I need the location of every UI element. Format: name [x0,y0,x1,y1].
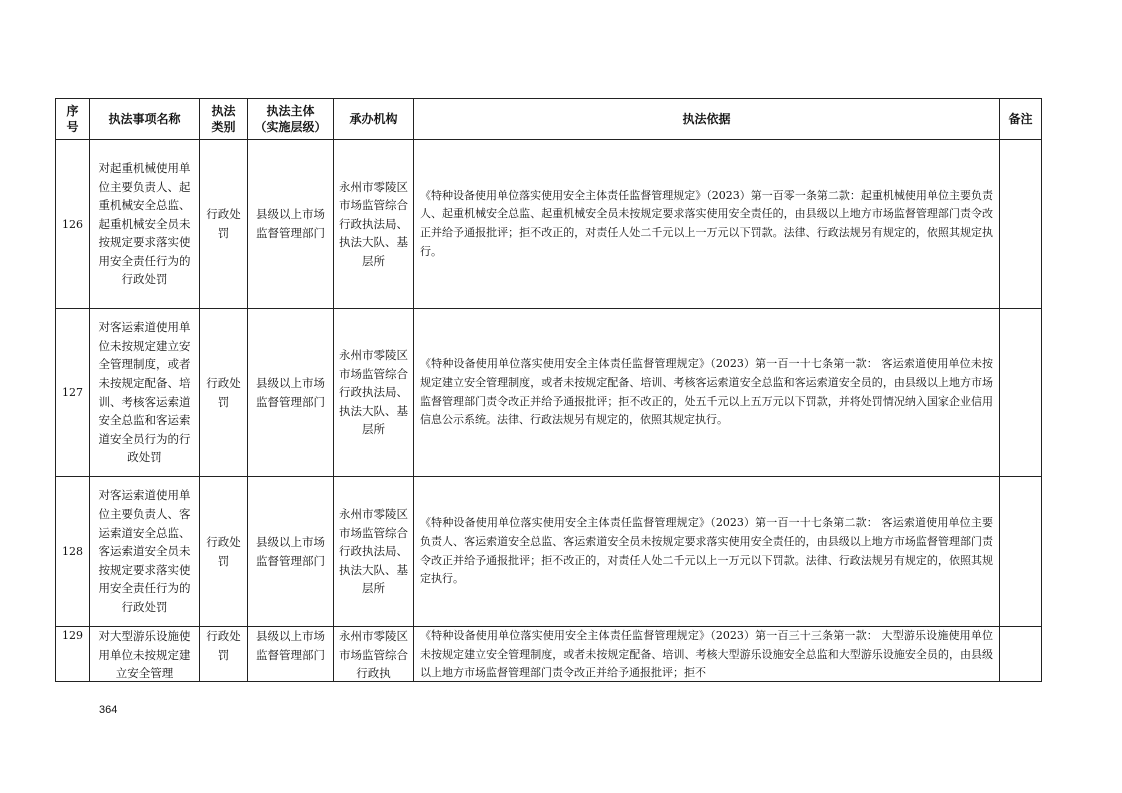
table-row [56,627,1042,682]
row-item-name: 对客运索道使用单位主要负责人、客运索道安全总监、客运索道安全员未按规定要求落实使用安全责任行为的行政处罚 [90,477,200,627]
row-index: 126 [56,140,90,309]
row-note [1000,140,1042,309]
enforcement-table [55,98,1042,682]
row-index-text: 129 [62,629,83,642]
row-subject [248,627,334,682]
table-row [56,477,1042,627]
row-note [1000,477,1042,627]
row-organization: 永州市零陵区市场监管综合行政执法局、执法大队、基层所 [334,309,414,477]
row-category-text: 行政处罚 [206,629,241,662]
row-category: 行政处罚 [200,309,248,477]
row-index [56,627,90,682]
row-index: 127 [56,309,90,477]
header-note: 备注 [1000,99,1042,140]
row-item-name-text: 对大型游乐设施使用单位未按规定建立安全管理 [98,629,191,681]
row-note [1000,309,1042,477]
table-row [56,309,1042,477]
row-basis: 《特种设备使用单位落实使用安全主体责任监督管理规定》（2023）第一百一十七条第一款： 客运索道使用单位未按规定建立安全管理制度，或者未按规定配备、培训、考核客运索道安全总监和客运索道安全员的，由县级以上地方市场监督管理部门责令改正并给予通报批评；拒不改正的，处五千元以上五万元以下罚款，并将处罚情况纳入国家企业信用信息公示系统。法律、行政法规另有规定的，依照其规定执行。 [414,309,1000,477]
header-subject: 执法主体 （实施层级） [248,99,334,140]
row-index: 128 [56,477,90,627]
table-row [56,140,1042,309]
header-basis: 执法依据 [414,99,1000,140]
row-category: 行政处罚 [200,477,248,627]
header-row [56,99,1042,140]
header-item-name: 执法事项名称 [90,99,200,140]
row-category: 行政处罚 [200,140,248,309]
row-basis: 《特种设备使用单位落实使用安全主体责任监督管理规定》（2023）第一百零一条第二款：起重机械使用单位主要负责人、起重机械安全总监、起重机械安全员未按规定要求落实使用安全责任的，由县级以上地方市场监督管理部门责令改正并给予通报批评；拒不改正的，对责任人处二千元以上一万元以下罚款。法律、行政法规另有规定的，依照其规定执行。 [414,140,1000,309]
row-item-name [90,627,200,682]
page-number: 364 [99,704,118,716]
row-basis-text: 《特种设备使用单位落实使用安全主体责任监督管理规定》（2023）第一百三十三条第一款： 大型游乐设施使用单位未按规定建立安全管理制度，或者未按规定配备、培训、考核大型游乐设施安全总监和大型游乐设施安全员的，由县级以上地方市场监督管理部门责令改正并给予通报批评；拒不 [420,629,993,680]
row-organization-text: 永州市零陵区市场监管综合行政执 [339,629,408,681]
row-subject: 县级以上市场监督管理部门 [248,309,334,477]
row-subject-text: 县级以上市场监督管理部门 [256,629,325,662]
row-note [1000,627,1042,682]
header-category: 执法 类别 [200,99,248,140]
row-category [200,627,248,682]
row-item-name: 对起重机械使用单位主要负责人、起重机械安全总监、起重机械安全员未按规定要求落实使用安全责任行为的行政处罚 [90,140,200,309]
row-organization: 永州市零陵区市场监管综合行政执法局、执法大队、基层所 [334,477,414,627]
row-basis: 《特种设备使用单位落实使用安全主体责任监督管理规定》（2023）第一百一十七条第二款： 客运索道使用单位主要负责人、客运索道安全总监、客运索道安全员未按规定要求落实使用安全责任的，由县级以上地方市场监督管理部门责令改正并给予通报批评；拒不改正的，对责任人处二千元以上一万元以下罚款。法律、行政法规另有规定的，依照其规定执行。 [414,477,1000,627]
row-subject: 县级以上市场监督管理部门 [248,140,334,309]
row-subject: 县级以上市场监督管理部门 [248,477,334,627]
row-organization: 永州市零陵区市场监管综合行政执法局、执法大队、基层所 [334,140,414,309]
row-item-name: 对客运索道使用单位未按规定建立安全管理制度，或者未按规定配备、培训、考核客运索道安全总监和客运索道安全员行为的行政处罚 [90,309,200,477]
row-organization [334,627,414,682]
row-basis [414,627,1000,682]
header-index: 序 号 [56,99,90,140]
header-organization: 承办机构 [334,99,414,140]
